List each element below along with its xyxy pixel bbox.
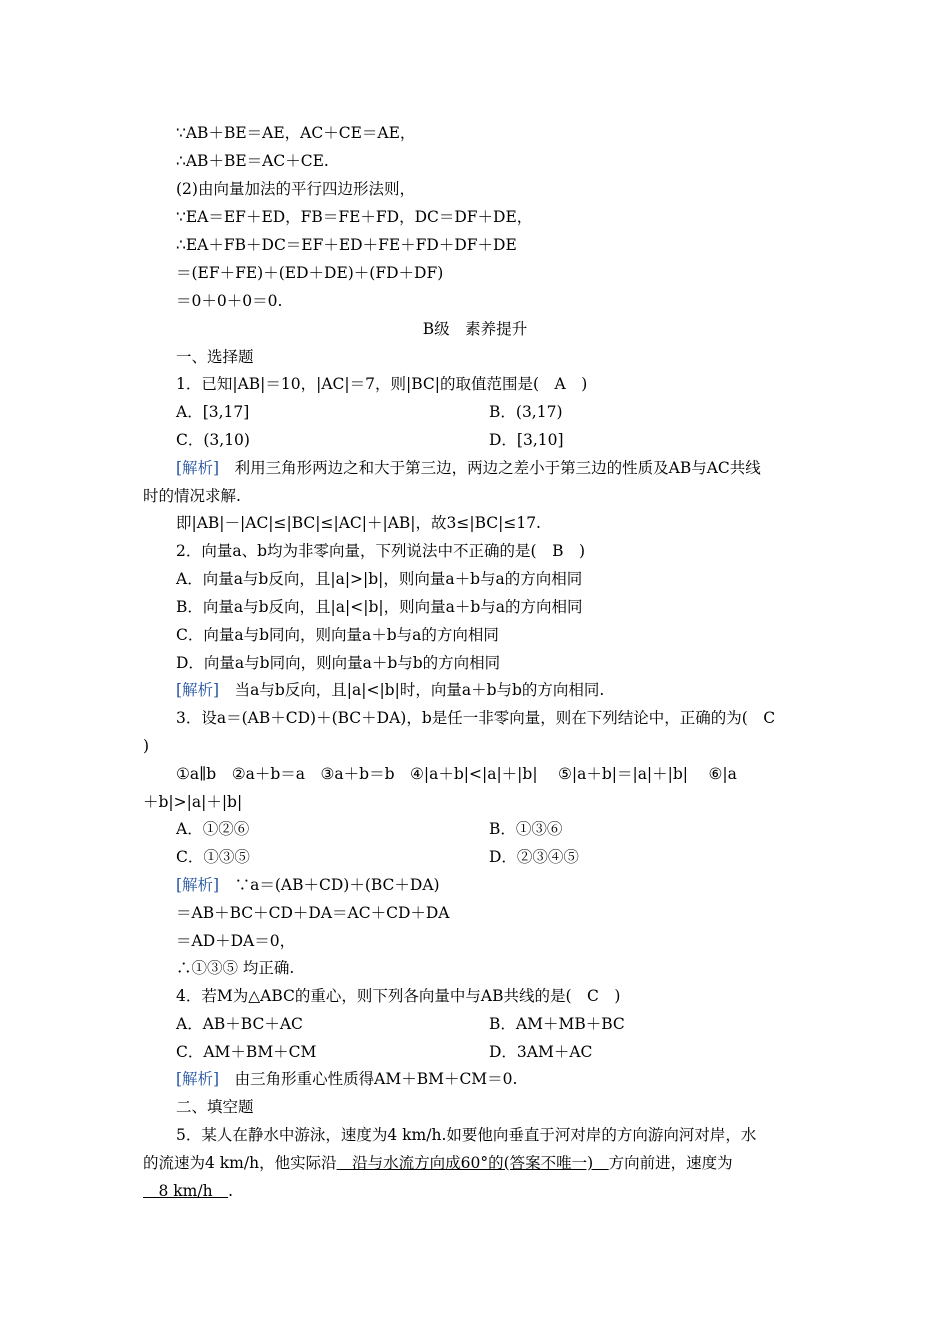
q4-option-b: B．AM＋MB＋BC	[489, 1015, 625, 1033]
q1-option-c: C．(3,10)	[176, 431, 250, 449]
q4-option-a: A．AB＋BC＋AC	[176, 1015, 303, 1033]
q3-option-a: A．①②⑥	[176, 820, 250, 838]
q1-option-a: A．[3,17]	[176, 403, 250, 421]
q2-option-a: A．向量a与b反向，且|a|>|b|，则向量a＋b与a的方向相同	[176, 570, 583, 588]
proof-line-2: ∴AB＋BE＝AC＋CE.	[176, 152, 329, 170]
q3-analysis-3: ＝AD＋DA＝0，	[176, 932, 296, 950]
q3-option-c: C．①③⑤	[176, 848, 250, 866]
q1-analysis-eq: 即|AB|－|AC|≤|BC|≤|AC|＋|AB|，故3≤|BC|≤17.	[176, 514, 541, 532]
q3-analysis	[176, 875, 440, 895]
q2-option-c: C．向量a与b同向，则向量a＋b与a的方向相同	[176, 626, 499, 644]
q1-option-d: D．[3,10]	[489, 431, 564, 449]
question-4: 4．若M为△ABC的重心，则下列各向量中与AB共线的是( C )	[176, 987, 621, 1005]
proof-line-5: ∴EA＋FB＋DC＝EF＋ED＋FE＋FD＋DF＋DE	[176, 236, 517, 254]
q5-text: 的流速为4 km/h，他实际沿	[143, 1154, 337, 1172]
q3-option-b: B．①③⑥	[489, 820, 563, 838]
q2-option-d: D．向量a与b同向，则向量a＋b与b的方向相同	[176, 654, 501, 672]
proof-line-4: ∵EA＝EF＋ED，FB＝FE＋FD，DC＝DF＋DE，	[176, 208, 533, 226]
q5-answer-speed: 8 km/h	[143, 1182, 229, 1200]
q3-option-d: D．②③④⑤	[489, 848, 579, 866]
proof-line-3: (2)由向量加法的平行四边形法则，	[176, 180, 415, 198]
part-heading-fill: 二、填空题	[176, 1098, 254, 1116]
q3-statements: ①a∥b ②a＋b＝a ③a＋b＝b ④|a＋b|<|a|＋|b| ⑤|a＋b|＝|a|＋|b| ⑥|a	[176, 765, 737, 783]
q4-analysis	[176, 1069, 517, 1089]
analysis-tag: [解析]	[176, 681, 220, 699]
proof-line-6: ＝(EF＋FE)＋(ED＋DE)＋(FD＋DF)	[176, 264, 444, 282]
question-1: 1．已知|AB|＝10，|AC|＝7，则|BC|的取值范围是( A )	[176, 375, 588, 393]
q1-analysis-cont: 时的情况求解.	[143, 487, 241, 505]
q3-statements-cont: ＋b|>|a|＋|b|	[143, 793, 243, 811]
q1-option-b: B．(3,17)	[489, 403, 563, 421]
q5-end: .	[228, 1182, 234, 1200]
section-title: B级 素养提升	[422, 320, 528, 338]
question-2: 2．向量a、b均为非零向量，下列说法中不正确的是( B )	[176, 542, 586, 560]
part-heading-choice: 一、选择题	[176, 348, 254, 366]
proof-line-7: ＝0＋0＋0＝0.	[176, 292, 283, 310]
q4-option-c: C．AM＋BM＋CM	[176, 1043, 317, 1061]
analysis-tag: [解析]	[176, 1070, 220, 1088]
question-5: 5．某人在静水中游泳，速度为4 km/h.如要他向垂直于河对岸的方向游向河对岸，水	[176, 1126, 757, 1144]
analysis-text: 当a与b反向，且|a|<|b|时，向量a＋b与b的方向相同.	[234, 681, 605, 699]
analysis-text: 由三角形重心性质得AM＋BM＋CM＝0.	[234, 1070, 518, 1088]
question-3: 3．设a＝(AB＋CD)＋(BC＋DA)，b是任一非零向量，则在下列结论中，正确的为( C	[176, 709, 776, 727]
q4-option-d: D．3AM＋AC	[489, 1043, 593, 1061]
q5-text-2: 方向前进，速度为	[608, 1154, 733, 1172]
analysis-tag: [解析]	[176, 459, 220, 477]
analysis-text: ∵a＝(AB＋CD)＋(BC＋DA)	[234, 876, 440, 894]
question-5-line-2	[143, 1153, 733, 1173]
analysis-text: 利用三角形两边之和大于第三边，两边之差小于第三边的性质及AB与AC共线	[234, 459, 761, 477]
q1-analysis	[176, 458, 761, 478]
question-5-line-3	[143, 1181, 233, 1201]
question-3-cont: )	[143, 737, 150, 755]
q5-answer-direction: 沿与水流方向成60°的(答案不唯一)	[336, 1154, 609, 1172]
proof-line-1: ∵AB＋BE＝AE，AC＋CE＝AE，	[176, 124, 416, 142]
q2-analysis	[176, 680, 604, 700]
analysis-tag: [解析]	[176, 876, 220, 894]
q2-option-b: B．向量a与b反向，且|a|<|b|，则向量a＋b与a的方向相同	[176, 598, 583, 616]
q3-analysis-2: ＝AB＋BC＋CD＋DA＝AC＋CD＋DA	[176, 904, 450, 922]
q3-analysis-4: ∴①③⑤ 均正确.	[176, 959, 295, 977]
